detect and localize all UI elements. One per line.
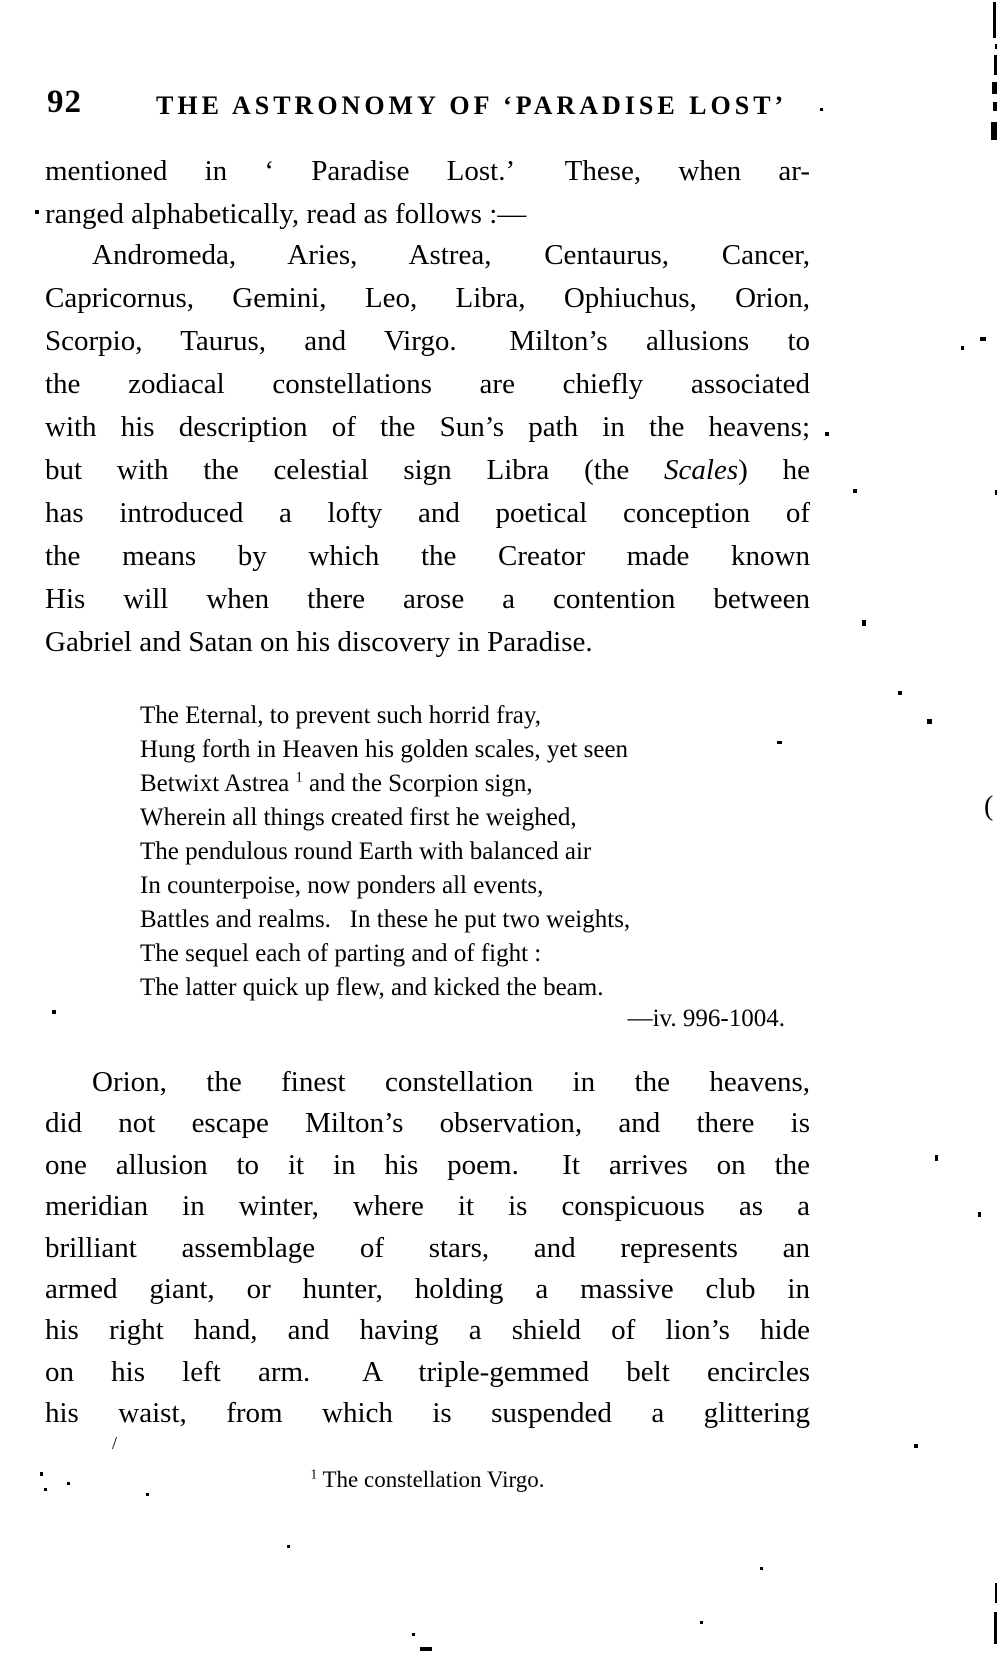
footnote-reference: 1 [295, 769, 303, 786]
scan-artifact [992, 82, 997, 94]
text-segment: The Eternal, to prevent such horrid fray, [140, 702, 542, 729]
text-line [140, 801, 820, 835]
text-line [45, 1186, 810, 1227]
text-line [45, 150, 810, 193]
text-line [45, 234, 810, 277]
scan-artifact [700, 1621, 703, 1624]
running-title: THE ASTRONOMY OF ‘PARADISE LOST’ [156, 91, 788, 120]
text-segment: Wherein all things created first he weighed, [140, 804, 577, 831]
text-segment: armed giant, or hunter, holding a massive club in [45, 1272, 810, 1305]
scan-artifact [980, 337, 986, 341]
text-line [45, 449, 810, 492]
text-segment: the zodiacal constellations are chiefly associated [45, 368, 810, 400]
text-segment: the means by which the Creator made known [45, 540, 810, 572]
scan-artifact [40, 1472, 43, 1476]
scan-artifact [991, 122, 997, 140]
text-segment: ranged alphabetically, read as follows :— [45, 198, 527, 230]
text-line [140, 869, 820, 903]
scan-artifact [825, 432, 829, 436]
text-line [45, 1466, 810, 1494]
scan-artifact [67, 1482, 70, 1485]
scan-artifact [287, 1545, 290, 1548]
text-segment: with his description of the Sun’s path in the heavens; [45, 411, 810, 443]
text-segment: Gabriel and Satan on his discovery in Paradise. [45, 626, 593, 658]
text-segment: Scorpio, Taurus, and Virgo. Milton’s allusions to [45, 325, 810, 357]
text-segment: The sequel each of parting and of fight : [140, 940, 542, 967]
scan-artifact [927, 719, 932, 724]
text-line [45, 277, 810, 320]
text-segment: The latter quick up flew, and kicked the beam. [140, 974, 604, 1001]
scan-artifact [35, 210, 39, 214]
text-line [45, 578, 810, 621]
text-line [140, 835, 820, 869]
scan-artifact [978, 1212, 981, 1217]
text-segment: did not escape Milton’s observation, and there is [45, 1107, 810, 1140]
scan-artifact: / [112, 1433, 118, 1453]
text-segment: has introduced a lofty and poetical conception of [45, 497, 810, 529]
paragraph-orion [45, 1062, 810, 1435]
text-segment: one allusion to it in his poem. It arrives on the [45, 1148, 810, 1181]
text-segment: The pendulous round Earth with balanced air [140, 838, 592, 865]
text-line [45, 1062, 810, 1103]
verse-citation: —iv. 996-1004. [627, 1005, 785, 1032]
text-line [45, 1103, 810, 1144]
text-line [45, 193, 810, 236]
text-segment: Orion, the finest constellation in the heavens, [92, 1066, 810, 1098]
text-line [45, 492, 810, 535]
scan-artifact [412, 1633, 415, 1636]
text-segment: and the Scorpion sign, [302, 770, 533, 797]
text-segment: His will when there arose a contention between [45, 583, 810, 615]
text-line [45, 320, 810, 363]
text-segment: Capricornus, Gemini, Leo, Libra, Ophiuchus, Orion, [45, 282, 810, 314]
text-line [45, 1393, 810, 1434]
text-segment: his waist, from which is suspended a glittering [45, 1397, 810, 1430]
text-line [45, 535, 810, 578]
text-line [45, 1145, 810, 1186]
scan-artifact [961, 346, 964, 350]
paragraph-continuation [45, 150, 810, 236]
scan-artifact [993, 102, 997, 111]
footnote-reference: 1 [310, 1466, 318, 1482]
text-line [45, 1228, 810, 1269]
scan-artifact [820, 108, 823, 111]
scan-artifact [146, 1493, 149, 1496]
text-segment: brilliant assemblage of stars, and represents an [45, 1231, 810, 1264]
scan-artifact [853, 489, 857, 493]
text-line [140, 903, 820, 937]
text-line [140, 937, 820, 971]
scan-artifact: ( [984, 791, 994, 822]
text-segment: In counterpoise, now ponders all events, [140, 872, 544, 899]
scan-artifact [935, 1155, 938, 1161]
text-segment: meridian in winter, where it is conspicuous as a [45, 1190, 810, 1223]
text-line [45, 621, 810, 664]
text-line [45, 406, 810, 449]
text-segment: Betwixt Astrea [140, 770, 296, 797]
text-segment: mentioned in ‘ Paradise Lost.’ These, when ar- [45, 155, 810, 187]
scan-artifact [777, 741, 782, 744]
scan-artifact [52, 1010, 56, 1014]
scan-artifact [760, 1567, 763, 1570]
footnote [45, 1466, 810, 1494]
text-line [140, 699, 820, 733]
text-segment: ) he [738, 454, 810, 486]
text-segment: on his left arm. A triple-gemmed belt encircles [45, 1355, 810, 1388]
paragraph-constellations [45, 234, 810, 664]
text-line [45, 1352, 810, 1393]
text-line [140, 971, 820, 1005]
scan-artifact [898, 691, 902, 695]
text-line [45, 1269, 810, 1310]
text-segment: his right hand, and having a shield of lion’s hide [45, 1314, 810, 1347]
scan-artifact [862, 620, 866, 626]
page-number: 92 [47, 84, 82, 120]
scan-artifact [914, 1444, 918, 1448]
scan-artifact [993, 2, 996, 38]
text-segment: Battles and realms. In these he put two weights, [140, 906, 631, 933]
text-line [140, 767, 820, 801]
text-line [140, 733, 820, 767]
verse-quotation [140, 699, 820, 1005]
text-segment: Andromeda, Aries, Astrea, Centaurus, Cancer, [92, 239, 810, 271]
text-segment: Hung forth in Heaven his golden scales, yet seen [140, 736, 629, 763]
text-segment: but with the celestial sign Libra (the [45, 454, 665, 486]
scan-artifact [420, 1647, 432, 1651]
text-line [45, 1310, 810, 1351]
text-segment: The constellation Virgo. [317, 1467, 545, 1492]
text-line [45, 363, 810, 406]
scan-artifact [44, 1488, 47, 1491]
text-segment: Scales [664, 454, 739, 486]
